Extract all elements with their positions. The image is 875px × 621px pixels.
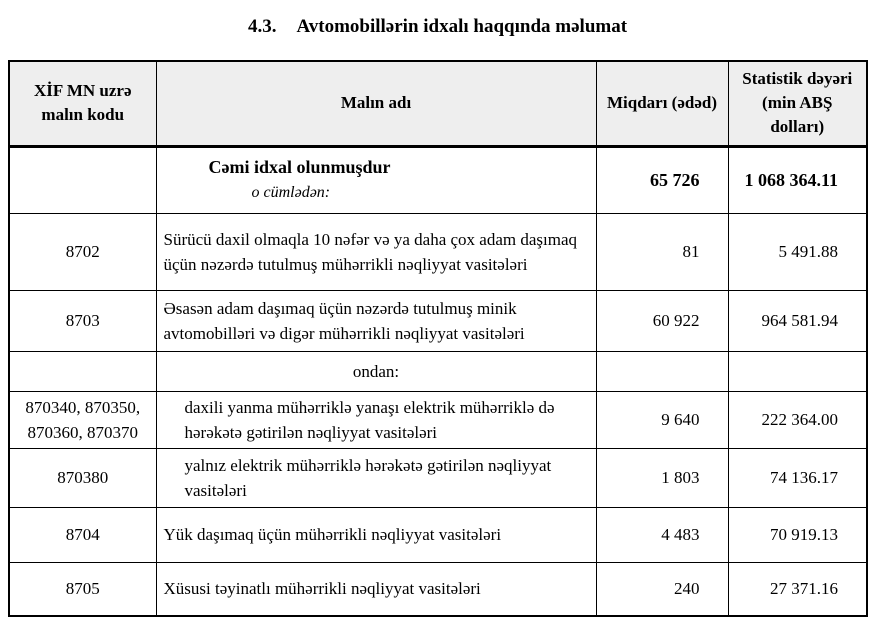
cell-name: Yük daşımaq üçün mühərrikli nəqliyyat vasitələri <box>156 507 596 562</box>
cell-quantity: 65 726 <box>596 146 728 213</box>
cell-value: 1 068 364.11 <box>728 146 867 213</box>
column-header-name: Malın adı <box>156 61 596 146</box>
cell-code: 8705 <box>9 562 156 616</box>
cell-code: 870340, 870350, 870360, 870370 <box>9 391 156 448</box>
cell-quantity: 9 640 <box>596 391 728 448</box>
section-number: 4.3. <box>247 16 277 37</box>
cell-code: 870380 <box>9 448 156 507</box>
cell-code <box>9 146 156 213</box>
total-row <box>9 146 867 213</box>
cell-quantity: 81 <box>596 213 728 290</box>
cell-code: 8703 <box>9 290 156 351</box>
cell-quantity: 1 803 <box>596 448 728 507</box>
cell-code: 8702 <box>9 213 156 290</box>
cell-value: 222 364.00 <box>728 391 867 448</box>
cell-name: Əsasən adam daşımaq üçün nəzərdə tutulmuş minik avtomobilləri və digər mühərrikli nəqliyyat vasitələri <box>156 290 596 351</box>
section-title-text: Avtomobillərin idxalı haqqında məlumat <box>296 16 628 37</box>
cell-name <box>156 146 596 213</box>
column-header-code: XİF MN uzrə malın kodu <box>9 61 156 146</box>
cell-name: Xüsusi təyinatlı mühərrikli nəqliyyat vasitələri <box>156 562 596 616</box>
table-row <box>9 448 867 507</box>
cell-code: 8704 <box>9 507 156 562</box>
table-row <box>9 562 867 616</box>
column-header-quantity: Miqdarı (ədəd) <box>596 61 728 146</box>
column-header-value: Statistik dəyəri (min ABŞ dolları) <box>728 61 867 146</box>
table-row <box>9 507 867 562</box>
cell-value: 74 136.17 <box>728 448 867 507</box>
subheading-row <box>9 351 867 391</box>
total-sublabel: o cümlədən: <box>251 184 331 201</box>
cell-name: yalnız elektrik mühərriklə hərəkətə gətirilən nəqliyyat vasitələri <box>156 448 596 507</box>
imports-table <box>8 60 868 617</box>
cell-name: daxili yanma mühərriklə yanaşı elektrik mühərriklə də hərəkətə gətirilən nəqliyyat vasitələri <box>156 391 596 448</box>
table-row <box>9 290 867 351</box>
cell-name: Sürücü daxil olmaqla 10 nəfər və ya daha çox adam daşımaq üçün nəzərdə tutulmuş mühərrikli nəqliyyat vasitələri <box>156 213 596 290</box>
cell-name: ondan: <box>156 351 596 391</box>
cell-quantity: 240 <box>596 562 728 616</box>
cell-quantity: 60 922 <box>596 290 728 351</box>
cell-value: 5 491.88 <box>728 213 867 290</box>
cell-value: 964 581.94 <box>728 290 867 351</box>
table-row <box>9 213 867 290</box>
cell-code <box>9 351 156 391</box>
cell-value: 70 919.13 <box>728 507 867 562</box>
total-label: Cəmi idxal olunmuşdur <box>208 157 391 177</box>
table-row <box>9 391 867 448</box>
section-title <box>0 14 875 40</box>
cell-quantity <box>596 351 728 391</box>
header-row <box>9 61 867 146</box>
cell-value <box>728 351 867 391</box>
cell-quantity: 4 483 <box>596 507 728 562</box>
cell-value: 27 371.16 <box>728 562 867 616</box>
